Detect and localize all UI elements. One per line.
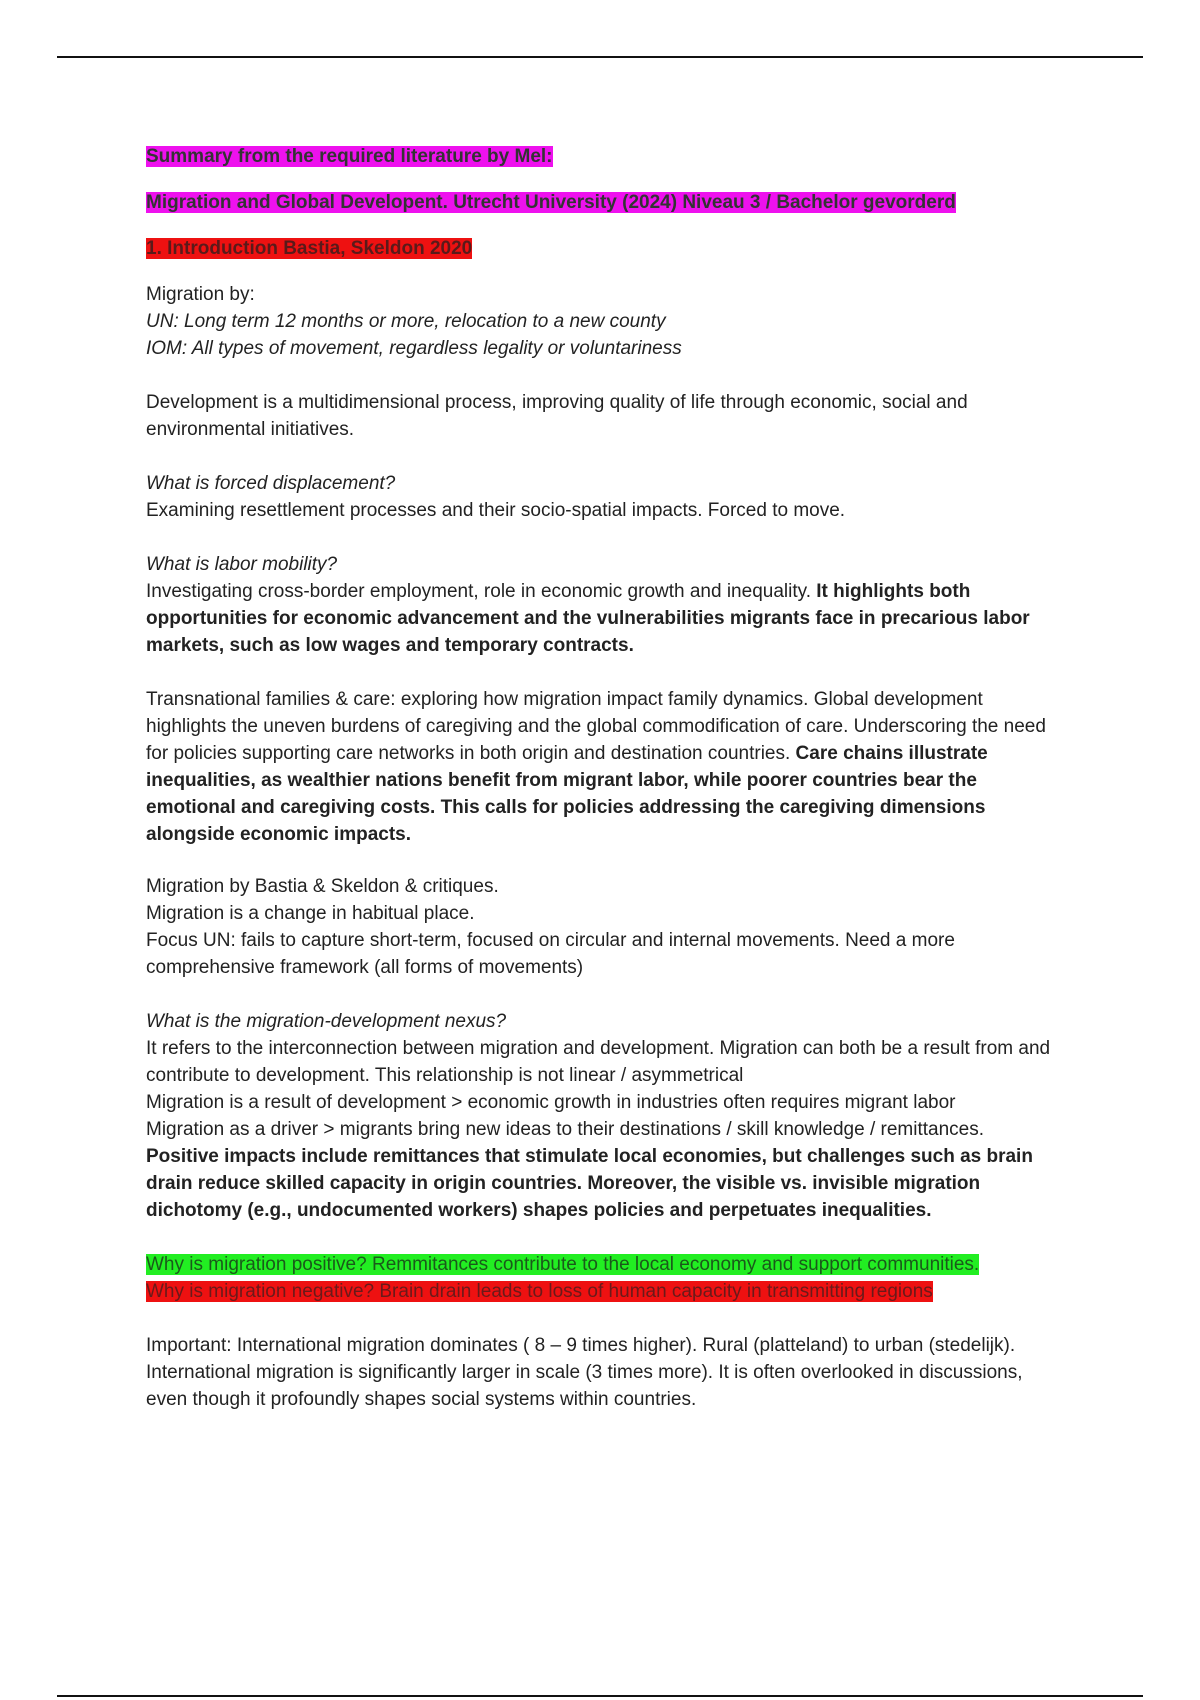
migration-positive-text: Why is migration positive? Remmitances contribute to the local economy and support communities.	[146, 1254, 980, 1275]
un-definition-text: UN: Long term 12 months or more, relocation to a new county	[146, 311, 666, 332]
nexus-line-2: Migration is a result of development > economic growth in industries often requires migrant labor	[146, 1092, 956, 1113]
transnational-bold: Care chains illustrate inequalities, as wealthier nations benefit from migrant labor, while poorer countries bear the emotional and caregiving costs. This calls for policies addressing the caregiving dimensions alongside economic impacts.	[146, 743, 988, 845]
un-definition	[146, 308, 1066, 335]
migration-by-label: Migration by:	[146, 284, 255, 305]
summary-title-text: Summary from the required literature by Mel:	[146, 146, 553, 167]
critiques-line-3: Focus UN: fails to capture short-term, focused on circular and internal movements. Need a more comprehensive framework (all forms of movements)	[146, 930, 955, 978]
top-page-rule	[57, 56, 1143, 58]
transnational-paragraph	[146, 686, 1066, 848]
section-heading-text: 1. Introduction Bastia, Skeldon 2020	[146, 238, 473, 259]
labor-mobility-answer-bold: It highlights both opportunities for economic advancement and the vulnerabilities migrants face in precarious labor markets, such as low wages and temporary contracts.	[146, 581, 1030, 656]
summary-title	[146, 143, 1066, 170]
critiques-line-1: Migration by Bastia & Skeldon & critiques.	[146, 876, 499, 897]
labor-mobility-answer-plain: Investigating cross-border employment, role in economic growth and inequality.	[146, 581, 817, 602]
forced-displacement-answer: Examining resettlement processes and their socio-spatial impacts. Forced to move.	[146, 500, 846, 521]
nexus-line-1: It refers to the interconnection between migration and development. Migration can both be a result from and contribute to development. This relationship is not linear / asymmetrical	[146, 1038, 1051, 1086]
nexus-question	[146, 1008, 1066, 1035]
document-body	[146, 143, 1066, 1413]
forced-displacement-question-text: What is forced displacement?	[146, 473, 396, 494]
migration-positive	[146, 1251, 1066, 1278]
migration-negative	[146, 1278, 1066, 1305]
labor-mobility-question-text: What is labor mobility?	[146, 554, 338, 575]
important-paragraph: Important: International migration dominates ( 8 – 9 times higher). Rural (platteland) to urban (stedelijk). International migration is significantly larger in scale (3 times more). It is often overlooked in discussions, even though it profoundly shapes social systems within countries.	[146, 1335, 1023, 1410]
nexus-bold	[146, 1143, 1066, 1224]
section-heading	[146, 235, 1066, 262]
iom-definition-text: IOM: All types of movement, regardless legality or voluntariness	[146, 338, 682, 359]
migration-negative-text: Why is migration negative? Brain drain leads to loss of human capacity in transmitting regions	[146, 1281, 933, 1302]
development-paragraph: Development is a multidimensional process, improving quality of life through economic, social and environmental initiatives.	[146, 392, 968, 440]
labor-mobility-answer	[146, 578, 1066, 659]
nexus-question-text: What is the migration-development nexus?	[146, 1011, 507, 1032]
transnational-plain: Transnational families & care: exploring how migration impact family dynamics. Global development highlights the uneven burdens of caregiving and the global commodification of care. Underscoring the need for policies supporting care networks in both origin and destination countries.	[146, 689, 1046, 764]
course-title-text: Migration and Global Developent. Utrecht University (2024) Niveau 3 / Bachelor gevorderd	[146, 192, 956, 213]
nexus-line-3: Migration as a driver > migrants bring new ideas to their destinations / skill knowledge / remittances.	[146, 1119, 984, 1140]
bottom-page-rule	[57, 1695, 1143, 1697]
nexus-bold-text: Positive impacts include remittances that stimulate local economies, but challenges such as brain drain reduce skilled capacity in origin countries. Moreover, the visible vs. invisible migration dichotomy (e.g., undocumented workers) shapes policies and perpetuates inequalities.	[146, 1146, 1033, 1221]
labor-mobility-question	[146, 551, 1066, 578]
course-title	[146, 189, 1066, 216]
critiques-line-2: Migration is a change in habitual place.	[146, 903, 475, 924]
forced-displacement-question	[146, 470, 1066, 497]
iom-definition	[146, 335, 1066, 362]
